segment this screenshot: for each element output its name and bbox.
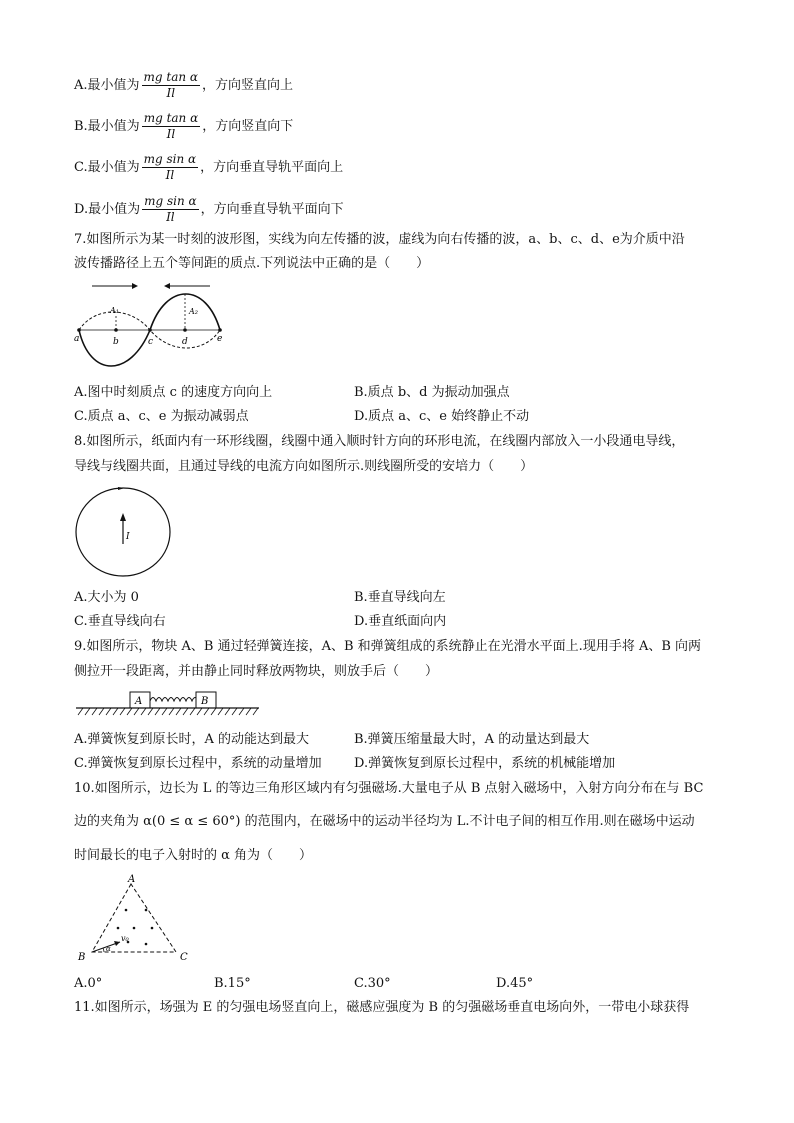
q6-option-a <box>74 70 293 101</box>
q9-option-b: B.弹簧压缩量最大时，A 的动量达到最大 <box>354 732 590 747</box>
left-arrow-head <box>164 283 170 289</box>
vertex-a-label: A <box>128 874 136 885</box>
q7-wave-figure <box>70 278 230 378</box>
q6-option-d <box>74 194 344 225</box>
q8-stem-line2: 导线与线圈共面，且通过导线的电流方向如图所示.则线圈所受的安培力（ ） <box>74 459 534 474</box>
q10-triangle-figure <box>74 872 204 964</box>
q7-option-d: D.质点 a、c、e 始终静止不动 <box>354 409 530 424</box>
q7-stem-line2: 波传播路径上五个等间距的质点.下列说法中正确的是（ ） <box>74 256 430 271</box>
fraction-numerator: mg sin α <box>143 152 197 166</box>
field-dot <box>145 909 148 912</box>
q8-option-d: D.垂直纸面向内 <box>354 614 447 629</box>
v0-label: v₀ <box>121 934 129 943</box>
q9-option-c: C.弹簧恢复到原长过程中，系统的动量增加 <box>74 756 322 771</box>
point-d <box>183 328 187 332</box>
vertex-c-label: C <box>180 952 188 963</box>
q9-stem-line2: 侧拉开一段距离，并由静止同时释放两物块，则放手后（ ） <box>74 664 439 679</box>
q9-option-d: D.弹簧恢复到原长过程中，系统的机械能增加 <box>354 756 616 771</box>
q7-stem-line1: 7.如图所示为某一时刻的波形图，实线为向左传播的波，虚线为向右传播的波，a、b、c、d、e为介质中沿 <box>74 232 685 247</box>
q8-option-c: C.垂直导线向右 <box>74 614 166 629</box>
q9-spring-figure <box>74 688 264 720</box>
point-c <box>148 328 152 332</box>
fraction-denominator: Il <box>165 168 175 182</box>
label-a1: A₁ <box>110 306 119 315</box>
up-arrow-icon <box>120 513 126 521</box>
q8-stem-line1: 8.如图所示，纸面内有一环形线圈，线圈中通入顺时针方向的环形电流，在线圈内部放入一小段通电导线， <box>74 434 685 449</box>
q6-option-b-prefix: B.最小值为 <box>74 119 140 134</box>
q9-option-a: A.弹簧恢复到原长时，A 的动能达到最大 <box>74 732 310 747</box>
equilateral-triangle <box>92 884 176 952</box>
point-e <box>218 328 222 332</box>
fraction-numerator: mg sin α <box>144 194 197 208</box>
label-block-a: A <box>135 696 143 707</box>
q10-stem-line2: 边的夹角为 α(0 ≤ α ≤ 60°) 的范围内，在磁场中的运动半径均为 L.不计电子间的相互作用.则在磁场中运动 <box>74 814 695 829</box>
q10-option-b: B.15° <box>214 976 251 991</box>
q8-option-a: A.大小为 0 <box>74 590 139 605</box>
vertex-b-label: B <box>78 952 86 963</box>
q7-option-b: B.质点 b、d 为振动加强点 <box>354 385 510 400</box>
q10-stem-line3: 时间最长的电子入射时的 α 角为（ ） <box>74 848 313 863</box>
field-dot <box>117 927 120 930</box>
fraction-denominator: Il <box>166 210 175 224</box>
q6-option-c-prefix: C.最小值为 <box>74 160 140 175</box>
q6-option-d-suffix: ，方向垂直导轨平面向下 <box>200 202 344 217</box>
q10-option-a: A.0° <box>74 976 103 991</box>
q11-stem-line1: 11.如图所示，场强为 E 的匀强电场竖直向上，磁感应强度为 B 的匀强磁场垂直电场向外，一带电小球获得 <box>74 1000 690 1015</box>
q9-stem-line1: 9.如图所示，物块 A、B 通过轻弹簧连接，A、B 和弹簧组成的系统静止在光滑水平面上.现用手将 A、B 向两 <box>74 639 702 654</box>
label-current-i: I <box>126 532 130 542</box>
label-b: b <box>113 337 119 347</box>
q6-option-b <box>74 111 293 142</box>
q6-option-b-fraction <box>142 111 201 142</box>
fraction-numerator: mg tan α <box>143 111 199 125</box>
field-dot <box>151 927 154 930</box>
q6-option-d-fraction <box>142 194 199 225</box>
label-e: e <box>217 334 223 344</box>
ground-hatching <box>78 708 258 715</box>
q6-option-a-prefix: A.最小值为 <box>74 78 140 93</box>
right-arrow-head <box>132 283 138 289</box>
q6-option-c-suffix: ，方向垂直导轨平面向上 <box>200 160 344 175</box>
point-b <box>114 328 118 332</box>
field-dot <box>145 943 148 946</box>
alpha-label: α <box>106 945 111 953</box>
fraction-denominator: Il <box>166 127 176 141</box>
point-a <box>77 328 81 332</box>
label-block-b: B <box>201 696 209 707</box>
q7-option-a: A.图中时刻质点 c 的速度方向向上 <box>74 385 273 400</box>
q10-option-d: D.45° <box>496 976 534 991</box>
q6-option-a-fraction <box>142 70 201 101</box>
fraction-denominator: Il <box>166 86 176 100</box>
q8-coil-figure <box>74 486 174 578</box>
q6-option-a-suffix: ，方向竖直向上 <box>202 78 294 93</box>
label-d: d <box>182 337 188 347</box>
q10-option-c: C.30° <box>354 976 391 991</box>
q6-option-d-prefix: D.最小值为 <box>74 202 141 217</box>
angle-arc <box>103 948 104 952</box>
q8-option-b: B.垂直导线向左 <box>354 590 446 605</box>
fraction-numerator: mg tan α <box>143 70 199 84</box>
field-dot <box>125 909 128 912</box>
q6-option-c <box>74 152 343 183</box>
label-c: c <box>148 337 154 347</box>
q6-option-b-suffix: ，方向竖直向下 <box>202 119 294 134</box>
label-a: a <box>74 334 80 344</box>
q7-option-c: C.质点 a、c、e 为振动减弱点 <box>74 409 249 424</box>
q10-stem-line1: 10.如图所示，边长为 L 的等边三角形区域内有匀强磁场.大量电子从 B 点射入磁场中，入射方向分布在与 BC <box>74 781 704 796</box>
field-dot <box>133 927 136 930</box>
label-a2: A₂ <box>189 307 198 316</box>
q6-option-c-fraction <box>142 152 199 183</box>
